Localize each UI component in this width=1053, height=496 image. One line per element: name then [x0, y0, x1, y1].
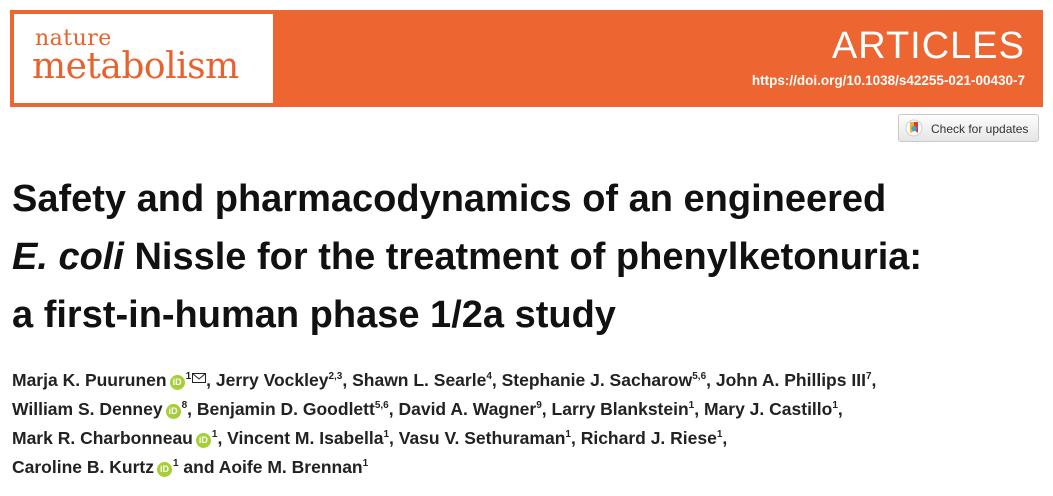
affiliation-sup: 1	[172, 458, 179, 469]
affiliation-sup: 1	[832, 400, 838, 411]
author-name[interactable]: John A. Phillips III	[715, 370, 866, 390]
author-name[interactable]: Jerry Vockley	[215, 370, 329, 390]
orcid-icon[interactable]: iD	[196, 433, 211, 448]
orcid-icon[interactable]: iD	[157, 462, 172, 477]
author-name[interactable]: Richard J. Riese	[580, 428, 717, 448]
author-separator: ,	[541, 399, 552, 419]
affiliation-sup: 1	[211, 429, 218, 440]
affiliation-sup: 1	[565, 429, 571, 440]
author-line	[12, 424, 1047, 453]
affiliation-sup: 2,3	[328, 371, 343, 382]
affiliation-sup: 9	[536, 400, 542, 411]
author-line	[12, 395, 1047, 424]
author-separator: ,	[342, 370, 353, 390]
author-separator: ,	[837, 399, 843, 419]
author-name[interactable]: Benjamin D. Goodlett	[196, 399, 375, 419]
article-title	[12, 170, 1047, 344]
section-label: ARTICLES	[831, 25, 1025, 67]
author-name[interactable]: David A. Wagner	[398, 399, 537, 419]
check-for-updates-label: Check for updates	[931, 122, 1029, 136]
email-icon[interactable]	[192, 373, 206, 383]
author-name[interactable]: Caroline B. Kurtz	[12, 457, 154, 477]
author-separator: and	[178, 457, 219, 477]
author-name[interactable]: Aoife M. Brennan	[218, 457, 363, 477]
affiliation-sup: 5,6	[374, 400, 389, 411]
affiliation-sup: 1	[185, 371, 192, 382]
affiliation-sup: 5,6	[692, 371, 707, 382]
title-organism: E. coli	[12, 236, 124, 278]
doi-link[interactable]: https://doi.org/10.1038/s42255-021-00430-7	[751, 73, 1025, 88]
author-name[interactable]: Vasu V. Sethuraman	[398, 428, 566, 448]
crossmark-icon	[905, 119, 923, 137]
affiliation-sup: 4	[486, 371, 492, 382]
author-name[interactable]: Shawn L. Searle	[352, 370, 487, 390]
author-separator: ,	[491, 370, 502, 390]
author-name[interactable]: William S. Denney	[12, 399, 163, 419]
title-line-1: Safety and pharmacodynamics of an engineered	[12, 178, 887, 220]
author-separator: ,	[389, 428, 399, 448]
journal-logo-metabolism: metabolism	[32, 46, 239, 87]
check-for-updates-button[interactable]	[898, 114, 1039, 142]
affiliation-sup: 1	[688, 400, 695, 411]
author-separator: ,	[187, 399, 197, 419]
author-name[interactable]: Mary J. Castillo	[703, 399, 833, 419]
author-list	[12, 366, 1047, 482]
author-name[interactable]: Vincent M. Isabella	[227, 428, 384, 448]
title-line-2-rest: Nissle for the treatment of phenylketonuria:	[123, 236, 923, 278]
author-separator: ,	[871, 370, 877, 390]
author-separator: ,	[722, 428, 728, 448]
author-separator: ,	[706, 370, 716, 390]
author-separator: ,	[694, 399, 704, 419]
orcid-icon[interactable]: iD	[166, 404, 181, 419]
title-line-3: a first-in-human phase 1/2a study	[12, 294, 616, 336]
affiliation-sup: 1	[716, 429, 723, 440]
orcid-icon[interactable]: iD	[170, 375, 185, 390]
author-separator: ,	[388, 399, 399, 419]
author-name[interactable]: Mark R. Charbonneau	[12, 428, 193, 448]
journal-logo-nature: nature	[35, 26, 112, 51]
author-line	[12, 366, 1047, 395]
affiliation-sup: 7	[865, 371, 872, 382]
author-separator: ,	[217, 428, 228, 448]
affiliation-sup: 8	[181, 400, 188, 411]
author-name[interactable]: Stephanie J. Sacharow	[501, 370, 693, 390]
author-name[interactable]: Marja K. Puurunen	[12, 370, 167, 390]
affiliation-sup: 1	[362, 458, 369, 469]
affiliation-sup: 1	[383, 429, 389, 440]
author-separator: ,	[206, 370, 216, 390]
author-line	[12, 453, 1047, 482]
author-name[interactable]: Larry Blankstein	[551, 399, 689, 419]
title-line-2	[12, 228, 1047, 286]
author-separator: ,	[570, 428, 581, 448]
